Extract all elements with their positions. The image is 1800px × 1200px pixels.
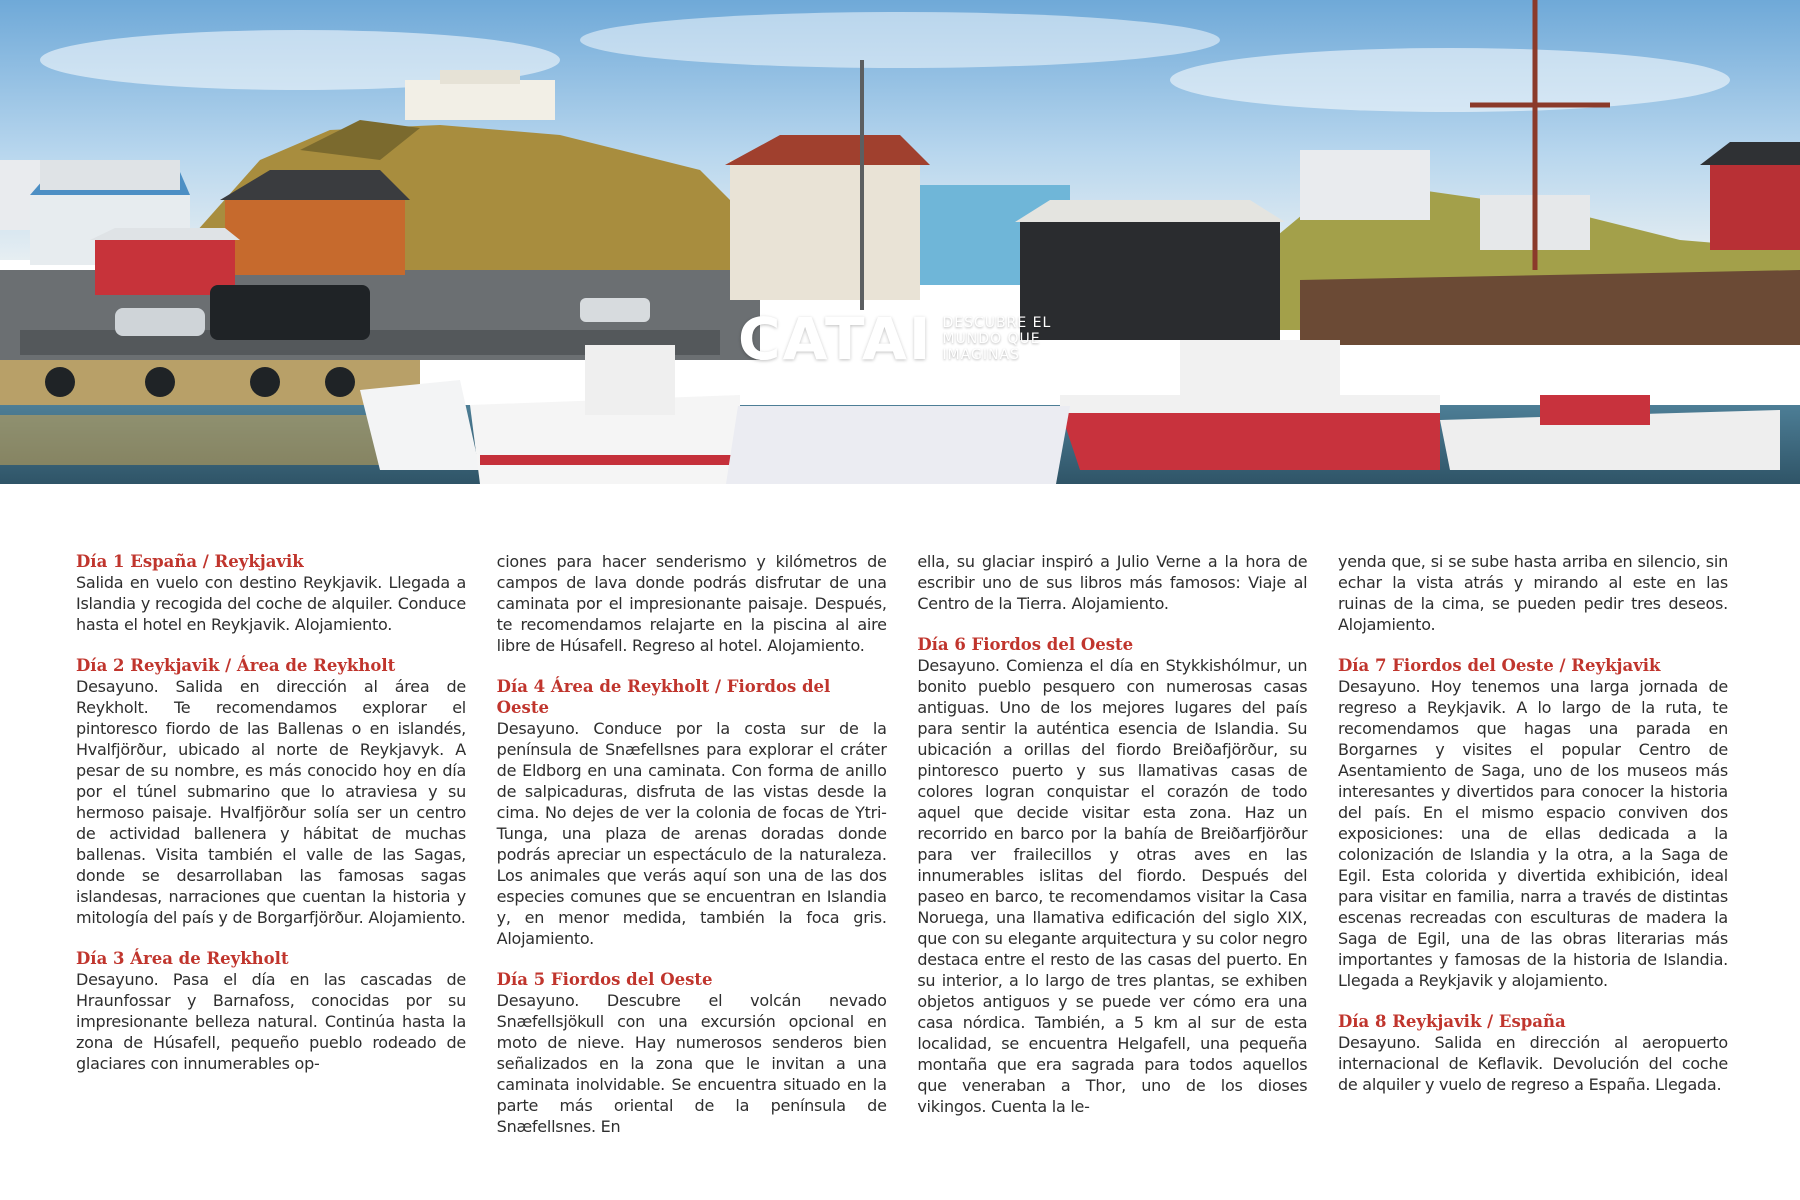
continued-text bbox=[917, 551, 1307, 614]
house-orange bbox=[225, 200, 405, 275]
brand-tagline: DESCUBRE EL MUNDO QUE IMAGINAS bbox=[942, 315, 1052, 363]
column-3 bbox=[917, 551, 1307, 1157]
continued-paragraph: ella, su glaciar inspiró a Julio Verne a la hora de escribir uno de sus libros más famosos: Viaje al Centro de la Tierra. Alojamiento. bbox=[917, 552, 1308, 613]
day-body: Salida en vuelo con destino Reykjavik. Llegada a Islandia y recogida del coche de alquiler. Conduce hasta el hotel en Reykjavik. Alojamiento. bbox=[76, 573, 466, 634]
continued-paragraph: ciones para hacer senderismo y kilómetros de campos de lava donde podrás disfrutar de una caminata por el impresionante paisaje. Después, te recomendamos relajarte en la piscina al aire libre de Húsafell. Regreso al hotel. Alojamiento. bbox=[496, 552, 887, 655]
day-entry bbox=[1338, 1011, 1728, 1095]
day-entry bbox=[76, 948, 466, 1074]
day-entry bbox=[497, 969, 887, 1137]
day-entry bbox=[497, 676, 887, 949]
day-body: Desayuno. Descubre el volcán nevado Snæfellsjökull con una excursión opcional en moto de nieve. Hay numerosos senderos bien señalizados en la zona que le invitan a una caminata inolvidable. Se encuentra situado en la parte más oriental de la península de Snæfellsnes. En bbox=[496, 991, 887, 1136]
boat-left bbox=[360, 380, 480, 470]
day-title: Día 1 España / Reykjavik bbox=[76, 552, 304, 571]
itinerary-columns bbox=[76, 551, 1728, 1157]
cliff bbox=[1300, 270, 1800, 345]
house-red-right bbox=[1710, 160, 1800, 250]
logo-plate bbox=[726, 406, 1070, 484]
column-1 bbox=[76, 551, 466, 1157]
day-title: Día 5 Fiordos del Oeste bbox=[496, 970, 713, 989]
continued-text bbox=[497, 551, 887, 656]
day-entry bbox=[76, 551, 466, 635]
day-body: Desayuno. Salida en dirección al aeropuerto internacional de Keflavik. Devolución del coche de alquiler y vuelo de regreso a España. Llegada. bbox=[1337, 1033, 1728, 1094]
brand-logo bbox=[738, 305, 1062, 373]
day-title: Día 4 Área de Reykholt / Fiordos del Oeste bbox=[496, 677, 831, 717]
day-body: Desayuno. Salida en dirección al área de Reykholt. Te recomendamos explorar el pintoresco fiordo de las Ballenas o en islandés, Hvalfjörður, ubicado al norte de Reykjavyk. A pesar de su nombre, es más conocido hoy en día por el túnel submarino que lo atraviesa y su hermoso paisaje. Hvalfjörður solía ser un centro de actividad ballenera y hábitat de muchas ballenas. Visita también el valle de las Sagas, donde se desarrollaban las famosas sagas islandesas, narraciones que cuentan la historia y mitología del país y de Borgarfjörður. Alojamiento. bbox=[76, 677, 466, 927]
day-body: Desayuno. Comienza el día en Stykkishólmur, un bonito pueblo pesquero con numerosas casas antiguas. Uno de los mejores lugares del país para sentir la auténtica esencia de Islandia. Su ubicación a orillas del fiordo Breiðafjörður, su pintoresco puerto y sus llamativas casas de colores logran conquistar el corazón de todo aquel que decide visitar esta zona. Haz un recorrido en barco por la bahía de Breiðarfjörður para ver frailecillos y otras aves en las innumerables islitas del fiordo. Después del paseo en barco, te recomendamos visitar la Casa Noruega, una llamativa edificación del siglo XIX, que con su elegante arquitectura y su color negro destaca entre el resto de las casas del puerto. En su interior, a lo largo de tres plantas, se exhiben objetos antiguos y se puede ver cómo era una casa nórdica. También, a 5 km al sur de esta localidad, se encuentra Helgafell, una pequeña montaña que era sagrada para todos aquellos que veneraban a Thor, uno de los dioses vikingos. Cuenta la le- bbox=[917, 656, 1308, 1116]
house-cream bbox=[730, 160, 920, 300]
day-title: Día 2 Reykjavik / Área de Reykholt bbox=[76, 656, 396, 675]
day-title: Día 6 Fiordos del Oeste bbox=[917, 635, 1134, 654]
continued-text bbox=[1338, 551, 1728, 635]
day-title: Día 7 Fiordos del Oeste / Reykjavik bbox=[1337, 656, 1661, 675]
day-entry bbox=[917, 634, 1307, 1117]
day-title: Día 3 Área de Reykholt bbox=[76, 949, 289, 968]
column-2 bbox=[497, 551, 887, 1157]
day-entry bbox=[76, 655, 466, 928]
day-entry bbox=[1338, 655, 1728, 991]
day-body: Desayuno. Hoy tenemos una larga jornada de regreso a Reykjavik. A lo largo de la ruta, te recomendamos que hagas una parada en Borgarnes y visites el popular Centro de Asentamiento de Saga, uno de los museos más interesantes y divertidos para conocer la historia del país. En el mismo espacio conviven dos exposiciones: una de ellas dedicada a la colonización de Islandia y la otra, a la Saga de Egil. Esta colorida y divertida exhibición, ideal para visitar en familia, narra a través de distintas escenas recreadas con esculturas de madera la Saga de Egil, una de las obras literarias más importantes y famosas de la historia de Islandia. Llegada a Reykjavik y alojamiento. bbox=[1337, 677, 1728, 990]
hero-photo bbox=[0, 0, 1800, 484]
column-4 bbox=[1338, 551, 1728, 1157]
van bbox=[210, 285, 370, 340]
day-body: Desayuno. Pasa el día en las cascadas de Hraunfossar y Barnafoss, conocidas por su impresionante belleza natural. Continúa hasta la zona de Húsafell, pequeño pueblo rodeado de glaciares con innumerables op- bbox=[76, 970, 466, 1073]
hilltop-building bbox=[405, 80, 555, 120]
day-body: Desayuno. Conduce por la costa sur de la península de Snæfellsnes para explorar el cráter de Eldborg en una caminata. Con forma de anillo de salpicaduras, disfruta de las vistas desde la cima. No dejes de ver la colonia de focas de Ytri-Tunga, una plaza de arenas doradas donde podrás apreciar un espectáculo de la naturaleza. Los animales que verás aquí son una de las dos especies comunes que se encuentran en Islandia y, en menor medida, también la foca gris. Alojamiento. bbox=[496, 719, 887, 948]
continued-paragraph: yenda que, si se sube hasta arriba en silencio, sin echar la vista atrás y mirando al este en las ruinas de la cima, se pueden pedir tres deseos. Alojamiento. bbox=[1337, 552, 1728, 634]
brand-name: CATAI bbox=[738, 305, 933, 373]
day-title: Día 8 Reykjavik / España bbox=[1337, 1012, 1566, 1031]
